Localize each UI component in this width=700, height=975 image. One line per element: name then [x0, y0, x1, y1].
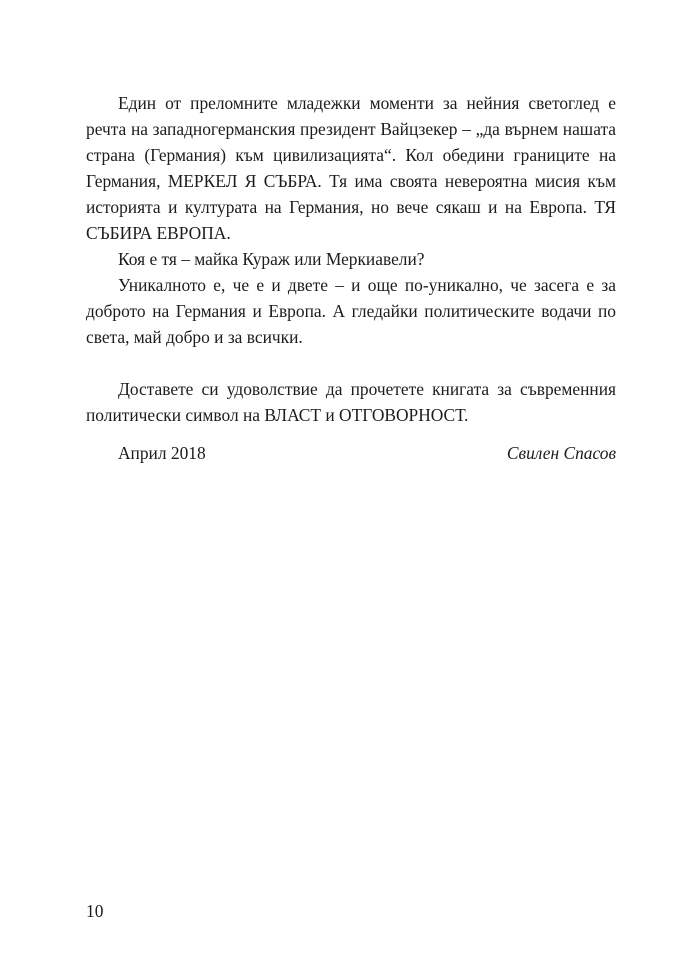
paragraph-question: Коя е тя – майка Кураж или Меркиавели?	[118, 249, 425, 269]
paragraph-weizsacker: Един от преломните младежки моменти за нейния светоглед е речта на западногерманския президент Вайцзекер – „да върнем нашата страна (Германия) към цивилизацията“. Кол обедини границите на Германия, МЕРКЕЛ Я СЪБРА. Тя има своята невероятна мисия към историята и културата на Германия, но вече сякаш и на Европа. ТЯ СЪБИРА ЕВРОПА.	[86, 93, 616, 243]
body-text	[86, 90, 616, 466]
page-number: 10	[86, 901, 104, 921]
paragraph-enjoy: Доставете си удоволствие да прочетете книгата за съвременния политически символ на ВЛАСТ и ОТГОВОРНОСТ.	[86, 379, 616, 425]
paragraph-gap	[86, 350, 616, 376]
date: Април 2018	[118, 443, 206, 463]
author-name: Свилен Спасов	[506, 443, 616, 463]
signature-row	[86, 440, 616, 466]
paragraph-unique: Уникалното е, че е и двете – и още по-уникално, че засега е за доброто на Германия и Европа. А гледайки политическите водачи по света, май добро и за всички.	[86, 275, 616, 347]
